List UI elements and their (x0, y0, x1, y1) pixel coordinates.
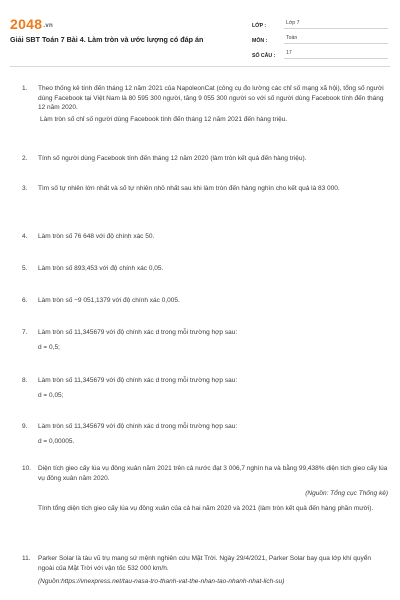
question-text: Theo thống kê tính đến tháng 12 năm 2021 của NapoleonCat (công cụ đo lường các chỉ số mạng xã hội), tổng số người dùng Facebook tại Việt Nam là 80 595 300 người, tăng 9 055 300 người so với số người dùng Facebook tính đến tháng 12 năm 2020. (38, 85, 384, 111)
meta-info (252, 14, 388, 59)
question-text: Parker Solar là tàu vũ trụ mang sứ mệnh nghiên cứu Mặt Trời. Ngày 29/4/2021, Parker Solar bay qua lớp khí quyển ngoài của Mặt Trời với vận tốc 532 000 km/h. (38, 555, 372, 572)
question-item (22, 296, 388, 306)
question-item (22, 232, 388, 242)
question-item (22, 464, 388, 513)
meta-label: MÔN : (252, 38, 268, 44)
page-title: Giải SBT Toán 7 Bài 4. Làm tròn và ước lượng có đáp án (10, 35, 204, 44)
question-number: 2. (22, 155, 28, 162)
question-subtext: d = 0,05; (38, 391, 64, 399)
question-text: Làm tròn số 76 648 với độ chính xác 50. (38, 233, 155, 240)
question-number: 5. (22, 265, 28, 272)
question-text: Làm tròn số 893,453 với độ chính xác 0,05. (38, 265, 164, 272)
question-text: Làm tròn số 11,345679 với độ chính xác d trong mỗi trường hợp sau: (38, 423, 238, 430)
question-item (22, 154, 388, 164)
question-item (22, 376, 388, 400)
meta-row-count (252, 44, 388, 59)
question-item (22, 84, 388, 124)
question-number: 6. (22, 297, 28, 304)
logo-tld: .vn (43, 23, 53, 29)
question-number: 9. (22, 423, 28, 430)
question-subtext: Làm tròn số chỉ số người dùng Facebook tính đến tháng 12 năm 2021 đến hàng triệu. (40, 115, 288, 123)
meta-value: 17 (284, 50, 388, 59)
question-number: 10. (22, 465, 32, 472)
question-source: (Nguồn:https://vnexpress.net/tau-nasa-tro-thanh-vat-the-nhan-tao-nhanh-nhat-lich-su) (38, 578, 285, 585)
site-logo[interactable] (10, 16, 53, 32)
question-number: 7. (22, 329, 28, 336)
question-text: Diện tích gieo cấy lúa vụ đông xuân năm 2021 trên cả nước đạt 3 006,7 nghìn ha và bằng 99,438% diện tích gieo cấy lúa vụ đông xuân năm 2020. (38, 465, 388, 482)
question-source: (Nguồn: Tổng cục Thống kê) (305, 490, 388, 497)
question-number: 3. (22, 185, 28, 192)
question-subtext: d = 0,00005. (38, 437, 75, 445)
question-subtext: Tính tổng diện tích gieo cấy lúa vụ đông xuân của cả hai năm 2020 và 2021 (làm tròn kết quả đến hàng phần mười). (38, 504, 374, 512)
meta-value: Lớp 7 (284, 20, 388, 29)
meta-label: SỐ CÂU : (252, 53, 276, 59)
meta-row-subject (252, 29, 388, 44)
question-number: 1. (22, 85, 28, 92)
question-item (22, 184, 388, 194)
logo-text: 2048 (10, 16, 43, 32)
meta-label: LỚP : (252, 23, 267, 29)
question-text: Làm tròn số −9 051,1379 với độ chính xác 0,005. (38, 297, 180, 304)
question-item (22, 422, 388, 446)
page-header (0, 0, 400, 64)
question-text: Làm tròn số 11,345679 với độ chính xác d trong mỗi trường hợp sau: (38, 329, 238, 336)
question-text: Làm tròn số 11,345679 với độ chính xác d trong mỗi trường hợp sau: (38, 377, 238, 384)
question-number: 8. (22, 377, 28, 384)
question-number: 11. (22, 555, 31, 562)
question-text: Tính số người dùng Facebook tính đến tháng 12 năm 2020 (làm tròn kết quả đến hàng triệu). (38, 155, 307, 162)
meta-row-class (252, 14, 388, 29)
question-subtext: d = 0,5; (38, 343, 60, 351)
meta-value: Toán (284, 35, 388, 44)
question-item (22, 328, 388, 352)
header-divider (10, 66, 390, 67)
question-text: Tìm số tự nhiên lớn nhất và số tự nhiên nhỏ nhất sau khi làm tròn đến hàng nghìn cho kết quả là 83 000. (38, 185, 340, 192)
question-number: 4. (22, 233, 28, 240)
question-item (22, 264, 388, 274)
question-item (22, 554, 388, 587)
